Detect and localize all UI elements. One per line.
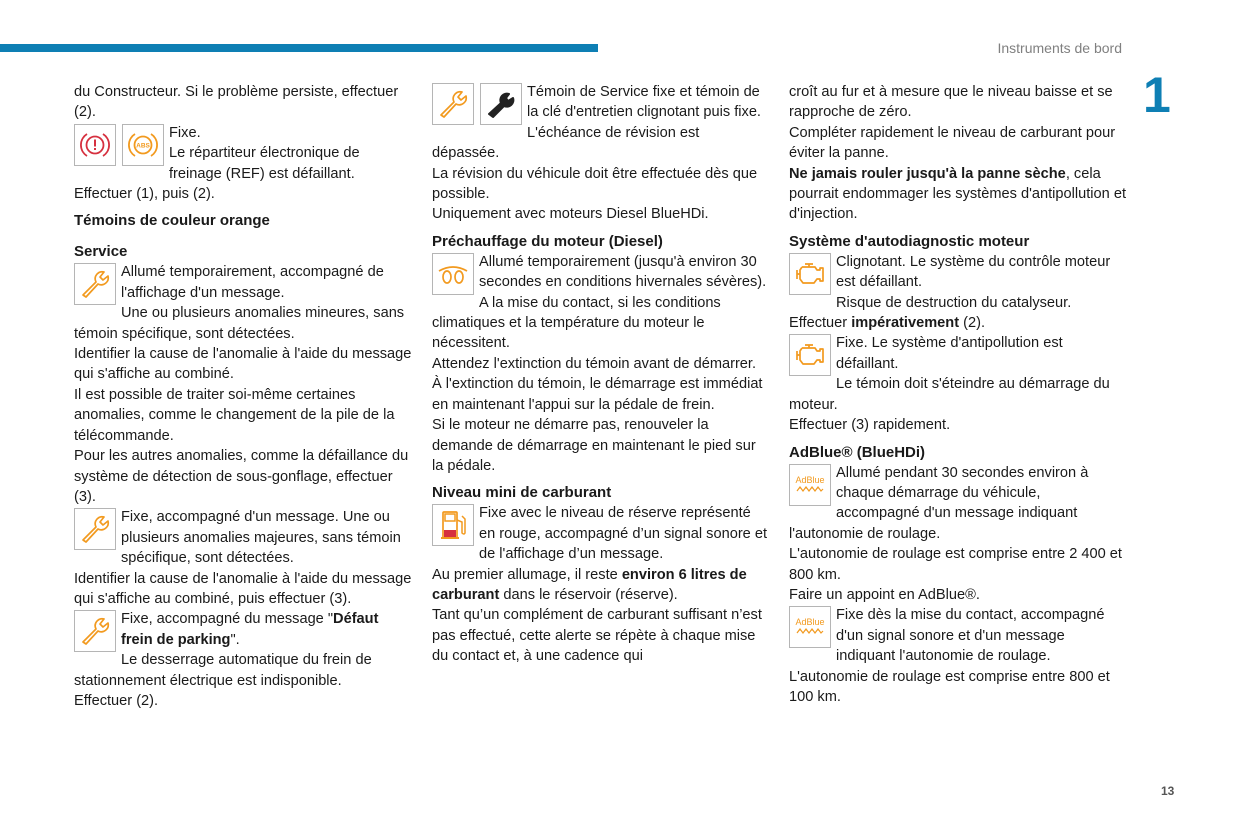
paragraph — [789, 293, 1127, 313]
brake-warning-icon — [74, 124, 116, 166]
warning-light-description — [74, 262, 412, 303]
paragraph — [74, 446, 412, 507]
text: Effectuer (2). — [74, 692, 159, 709]
paragraph — [432, 164, 770, 205]
warning-light-icons — [789, 334, 831, 376]
text: Le témoin doit s'éteindre au démarrage du moteur. — [789, 376, 1110, 413]
bold-text: Ne jamais rouler jusqu'à la panne sèche — [789, 165, 1066, 182]
paragraph — [432, 123, 770, 164]
paragraph — [432, 565, 770, 606]
wrench-orange-icon — [432, 83, 474, 125]
text: Fixe. Le système d'antipollution est défaillant. — [836, 335, 1063, 372]
warning-light-icons — [789, 253, 831, 295]
text: Faire un appoint en AdBlue®. — [789, 586, 980, 603]
text-column-2 — [432, 82, 770, 667]
text-column-1 — [74, 82, 412, 711]
text: Allumé temporairement, accompagné de l'affichage d'un message. — [121, 264, 384, 301]
section-heading: Service — [74, 243, 128, 261]
warning-light-icons — [789, 606, 831, 648]
text: Fixe. — [169, 124, 201, 141]
text: L'échéance de révision est dépassée. — [432, 124, 700, 162]
warning-light-icons — [789, 464, 831, 506]
text: croît au fur et à mesure que le niveau baisse et se rapproche de zéro. — [789, 84, 1113, 121]
text: Allumé temporairement (jusqu'à environ 30 secondes en conditions hivernales sévères). — [479, 253, 767, 291]
paragraph — [789, 415, 1127, 435]
warning-light-icons — [74, 124, 164, 166]
text: Le desserrage automatique du frein de stationnement électrique est indisponible. — [74, 652, 372, 689]
paragraph — [432, 354, 770, 374]
warning-light-icons — [74, 508, 116, 550]
paragraph — [432, 293, 770, 354]
warning-light-description — [432, 252, 770, 293]
paragraph — [789, 544, 1127, 585]
text: Compléter rapidement le niveau de carburant pour éviter la panne. — [789, 124, 1116, 162]
warning-light-description — [789, 252, 1127, 293]
text: Effectuer (3) rapidement. — [789, 417, 951, 434]
text: Fixe dès la mise du contact, accompagné d'un signal sonore et d'un message indiquant l'autonomie de roulage. — [836, 607, 1105, 665]
warning-light-description — [789, 333, 1127, 374]
text: Identifier la cause de l'anomalie à l'aide du message qui s'affiche au combiné. — [74, 346, 412, 383]
warning-light-description — [789, 605, 1127, 666]
paragraph — [789, 123, 1127, 164]
text: Le répartiteur électronique de freinage (REF) est défaillant. — [169, 145, 360, 182]
section-heading: Système d'autodiagnostic moteur — [789, 232, 1030, 250]
fuel-icon — [432, 504, 474, 546]
text: dans le réservoir (réserve). — [499, 586, 678, 603]
engine-icon — [789, 253, 831, 295]
text: , cela pourrait endommager les systèmes d'antipollution et d'injection. — [789, 165, 1126, 223]
paragraph — [74, 569, 412, 610]
adblue-icon — [789, 606, 831, 648]
preheat-coil-icon — [432, 253, 474, 295]
paragraph — [74, 184, 412, 204]
svg-text:ABS: ABS — [136, 142, 150, 150]
text: Fixe avec le niveau de réserve représenté en rouge, accompagné d’un signal sonore et de l'affichage d’un message. — [479, 505, 768, 563]
svg-text:AdBlue: AdBlue — [795, 474, 825, 485]
text: Témoin de Service fixe et témoin de la clé d'entretien clignotant puis fixe. — [527, 84, 761, 121]
warning-light-icons — [432, 253, 474, 295]
text: A la mise du contact, si les conditions climatiques et la température du moteur le nécessitent. — [432, 294, 721, 352]
wrench-black-icon — [480, 83, 522, 125]
page-number: 13 — [1161, 784, 1175, 798]
paragraph — [74, 385, 412, 446]
abs-icon — [122, 124, 164, 166]
paragraph — [432, 374, 770, 415]
wrench-orange-icon — [74, 263, 116, 305]
text: La révision du véhicule doit être effectuée dès que possible. — [432, 165, 758, 203]
wrench-orange-icon — [74, 508, 116, 550]
warning-light-description — [74, 609, 412, 650]
text: À l'extinction du témoin, le démarrage est immédiat en maintenant l'appui sur la pédale de frein. — [432, 376, 763, 413]
paragraph — [789, 164, 1127, 225]
text: L'autonomie de roulage est comprise entre 2 400 et 800 km. — [789, 546, 1122, 583]
paragraph — [74, 650, 412, 691]
section-heading: Préchauffage du moteur (Diesel) — [432, 232, 663, 250]
text: Pour les autres anomalies, comme la défaillance du système de détection de sous-gonflage, effectuer (3). — [74, 448, 409, 505]
text: Fixe, accompagné du message " — [121, 611, 334, 628]
warning-light-description — [74, 507, 412, 568]
text: Si le moteur ne démarre pas, renouveler la demande de démarrage en maintenant le pied sur la pédale. — [432, 417, 756, 474]
paragraph — [74, 691, 412, 711]
text: Effectuer (1), puis (2). — [74, 186, 215, 203]
bold-text: impérativement — [851, 315, 960, 332]
text: (2). — [959, 315, 986, 332]
warning-light-icons — [74, 263, 116, 305]
text: Clignotant. Le système du contrôle moteur est défaillant. — [836, 253, 1111, 291]
paragraph — [74, 303, 412, 344]
adblue-icon — [789, 464, 831, 506]
paragraph — [789, 667, 1127, 708]
paragraph — [789, 374, 1127, 415]
paragraph — [789, 313, 1127, 333]
text: Allumé pendant 30 secondes environ à chaque démarrage du véhicule, accompagné d'un message indiquant l'autonomie de roulage. — [789, 464, 1089, 542]
text-column-3 — [789, 82, 1127, 707]
warning-light-description — [789, 463, 1127, 545]
section-heading: AdBlue® (BlueHDi) — [789, 443, 926, 461]
svg-text:AdBlue: AdBlue — [795, 617, 825, 628]
paragraph — [432, 204, 770, 224]
paragraph — [789, 585, 1127, 605]
wrench-orange-icon — [74, 610, 116, 652]
text: Il est possible de traiter soi-même certaines anomalies, comme le changement de la pile de la télécommande. — [74, 386, 395, 444]
text: Risque de destruction du catalyseur. — [836, 294, 1072, 311]
text: L'autonomie de roulage est comprise entre 800 et 100 km. — [789, 668, 1110, 705]
text: Fixe, accompagné d'un message. Une ou plusieurs anomalies majeures, sans témoin spécifique, sont détectées. — [121, 509, 401, 567]
chapter-number: 1 — [1143, 67, 1171, 123]
engine-icon — [789, 334, 831, 376]
text: ". — [230, 631, 240, 648]
text: Une ou plusieurs anomalies mineures, sans témoin spécifique, sont détectées. — [74, 305, 405, 342]
text: Effectuer — [789, 315, 852, 332]
header-accent-bar — [0, 44, 598, 52]
bold-text: environ 6 litres de carburant — [432, 566, 747, 603]
text: Tant qu’un complément de carburant suffisant n’est pas effectué, cette alerte se répète à chaque mise du contact et, à une cadence qui — [432, 607, 762, 665]
text: Identifier la cause de l'anomalie à l'aide du message qui s'affiche au combiné, puis effectuer (3). — [74, 570, 412, 607]
text: Au premier allumage, il reste — [432, 566, 622, 583]
bold-text: Défaut frein de parking — [121, 611, 379, 648]
section-title: Instruments de bord — [997, 40, 1122, 56]
warning-light-icons — [74, 610, 116, 652]
paragraph — [432, 605, 770, 666]
text: du Constructeur. Si le problème persiste, effectuer (2). — [74, 84, 399, 121]
text: Uniquement avec moteurs Diesel BlueHDi. — [432, 206, 709, 223]
paragraph — [74, 82, 412, 123]
section-heading: Niveau mini de carburant — [432, 484, 612, 502]
warning-light-description — [432, 503, 770, 564]
section-heading: Témoins de couleur orange — [74, 212, 270, 230]
paragraph — [432, 415, 770, 476]
warning-light-icons — [432, 504, 474, 546]
warning-light-icons — [432, 83, 522, 125]
paragraph — [74, 344, 412, 385]
text: Attendez l'extinction du témoin avant de démarrer. — [432, 355, 757, 372]
paragraph — [789, 82, 1127, 123]
